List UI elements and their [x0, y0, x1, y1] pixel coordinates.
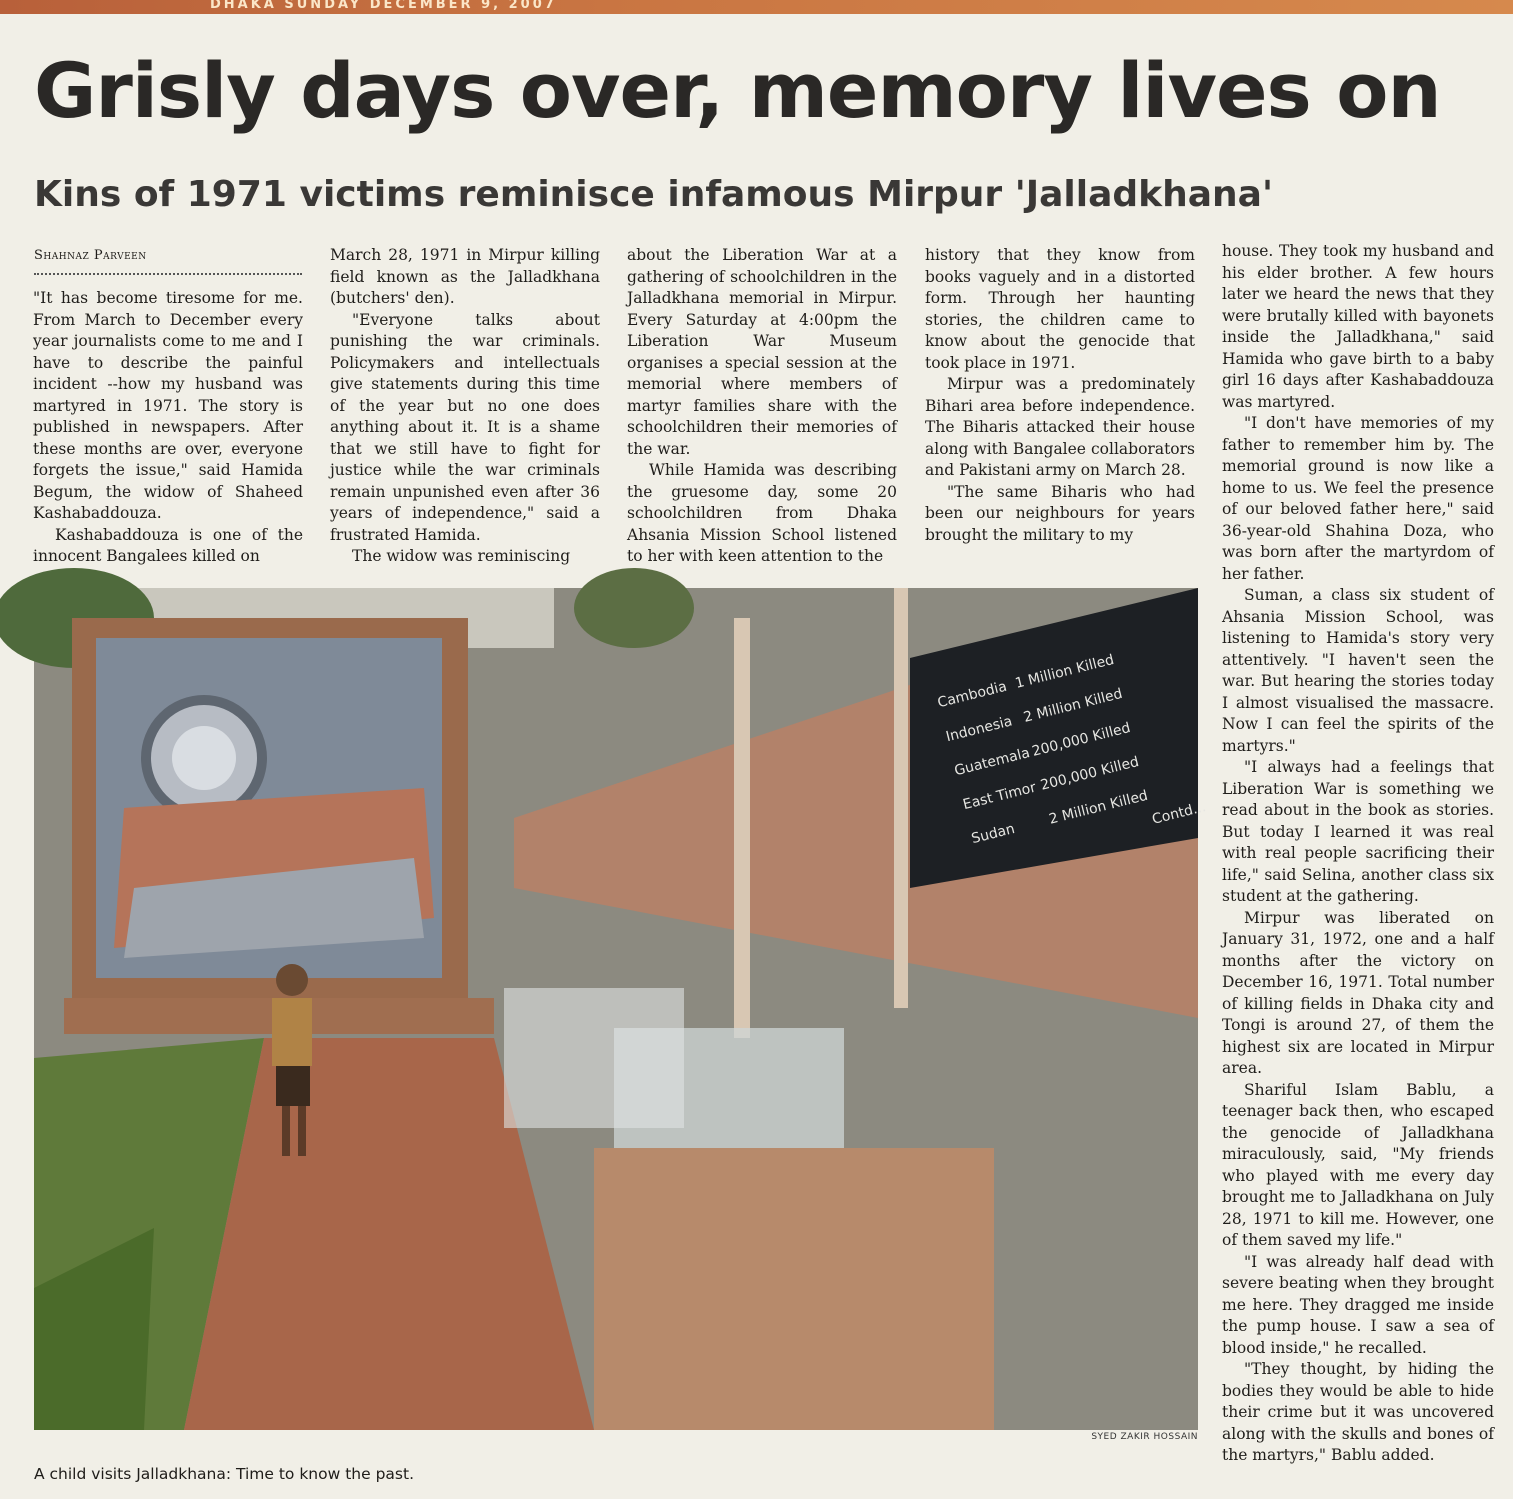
- plaque-count-cambodia: 1 Million Killed: [1013, 651, 1116, 692]
- paragraph: Mirpur was a predominately Bihari area before independence. The Biharis attacked their house along with Bangalee collaborators and Pakistani army on March 28.: [925, 375, 1195, 479]
- paragraph: "The same Biharis who had been our neighbours for years brought the military to my: [925, 482, 1195, 544]
- paragraph: "I always had a feelings that Liberation War is something we read about in the book as stories. But today I learned it was real with real people sacrificing their life," said Selina, another class six student at the gathering.: [1222, 758, 1494, 905]
- paragraph: Kashabaddouza is one of the innocent Bangalees killed on: [33, 525, 303, 565]
- plaque-count-indonesia: 2 Million Killed: [1022, 685, 1125, 726]
- subheadline: Kins of 1971 victims reminisce infamous Mirpur 'Jalladkhana': [34, 174, 1273, 215]
- paragraph: Shariful Islam Bablu, a teenager back then, who escaped the genocide of Jalladkhana miraculously, said, "My friends who played with me every day brought me to Jalladkhana on July 28, 1971 to kill me. However, one of them saved my life.": [1222, 1080, 1494, 1249]
- paragraph: "It has become tiresome for me. From March to December every year journalists come to me and I have to describe the painful incident --how my husband was martyred in 1971. The story is published in newspapers. After these months are over, everyone forgets the issue," said Hamida Begum, the widow of Shaheed Kashabaddouza.: [33, 289, 303, 522]
- plaque-country-cambodia: Cambodia: [935, 678, 1009, 712]
- photo-credit: SYED ZAKIR HOSSAIN: [1091, 1432, 1198, 1442]
- paragraph: March 28, 1971 in Mirpur killing field known as the Jalladkhana (butchers' den).: [330, 246, 600, 307]
- article-column-4: [925, 245, 1195, 546]
- plaque-count-east-timor: 200,000 Killed: [1038, 753, 1141, 794]
- plaque-footer: Contd...: [1150, 799, 1208, 828]
- article-column-3: [627, 245, 897, 568]
- headline: Grisly days over, memory lives on: [34, 46, 1441, 135]
- paragraph: Suman, a class six student of Ahsania Mission School, was listening to Hamida's story very attentively. "I haven't seen the war. But hearing the stories today I almost visualised the massacre. Now I can feel the spirits of the martyrs.": [1222, 586, 1494, 755]
- paragraph: house. They took my husband and his elder brother. A few hours later we heard the news that they were brutally killed with bayonets inside the Jalladkhana," said Hamida who gave birth to a baby girl 16 days after Kashabaddouza was martyred.: [1222, 242, 1494, 411]
- masthead-strip: [0, 0, 1513, 14]
- photo-caption: A child visits Jalladkhana: Time to know the past.: [34, 1465, 414, 1483]
- plaque-count-sudan: 2 Million Killed: [1047, 787, 1150, 828]
- article-column-5: [1222, 241, 1494, 1467]
- paragraph: about the Liberation War at a gathering of schoolchildren in the Jalladkhana memorial in Mirpur. Every Saturday at 4:00pm the Liberation War Museum organises a special session at the memorial where members of martyr families share with the schoolchildren their memories of the war.: [627, 246, 897, 458]
- article-column-1: [33, 288, 303, 568]
- paragraph: "Everyone talks about punishing the war criminals. Policymakers and intellectuals give statements during this time of the year but no one does anything about it. It is a shame that we still have to fight for justice while the war criminals remain unpunished even after 36 years of independence," said a frustrated Hamida.: [330, 310, 600, 544]
- byline: Shahnaz Parveen: [34, 248, 302, 275]
- paragraph: "I was already half dead with severe beating when they brought me here. They dragged me inside the pump house. I saw a sea of blood inside," he recalled.: [1222, 1252, 1494, 1357]
- paragraph: While Hamida was describing the gruesome day, some 20 schoolchildren from Dhaka Ahsania Mission School listened to her with keen attention to the: [627, 461, 897, 565]
- paragraph: "They thought, by hiding the bodies they would be able to hide their crime but it was uncovered along with the skulls and bones of the martyrs," Bablu added.: [1222, 1360, 1494, 1464]
- paragraph: history that they know from books vaguely and in a distorted form. Through her haunting stories, the children came to know about the genocide that took place in 1971.: [925, 246, 1195, 372]
- article-column-2: [330, 245, 600, 568]
- paragraph: "I don't have memories of my father to remember him by. The memorial ground is now like a home to us. We feel the presence of our beloved father here," said 36-year-old Shahina Doza, who was born after the martyrdom of her father.: [1222, 414, 1494, 583]
- plaque-country-guatemala: Guatemala: [952, 745, 1032, 780]
- plaque-count-guatemala: 200,000 Killed: [1030, 719, 1133, 760]
- paragraph: The widow was reminiscing: [352, 547, 571, 565]
- plaque-country-east-timor: East Timor: [961, 779, 1038, 814]
- memorial-photograph: [34, 588, 1208, 1430]
- plaque-country-indonesia: Indonesia: [944, 713, 1014, 746]
- plaque-country-sudan: Sudan: [969, 820, 1017, 848]
- paragraph: Mirpur was liberated on January 31, 1972, one and a half months after the victory on December 16, 1971. Total number of killing fields in Dhaka city and Tongi is around 27, of them the highest six are located in Mirpur area.: [1222, 908, 1494, 1077]
- dateline: DHAKA SUNDAY DECEMBER 9, 2007: [210, 0, 557, 12]
